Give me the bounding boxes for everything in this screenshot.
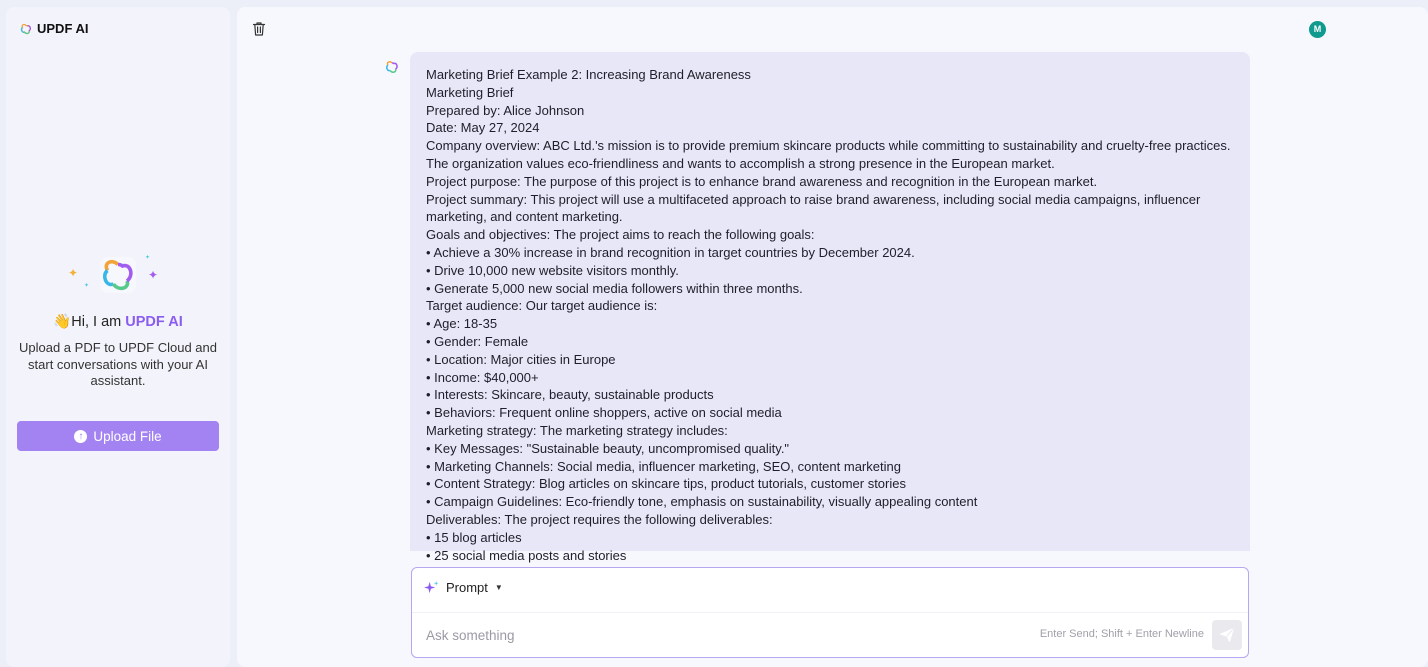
message-line: Date: May 27, 2024 — [426, 120, 540, 136]
message-line: • Behaviors: Frequent online shoppers, active on social media — [426, 405, 782, 421]
message-line: Marketing strategy: The marketing strategy includes: — [426, 422, 728, 438]
avatar[interactable]: M — [1309, 21, 1326, 38]
send-icon — [1219, 627, 1235, 643]
message-line: • Drive 10,000 new website visitors monthly. — [426, 262, 679, 278]
prompt-mode-label: Prompt — [446, 580, 488, 595]
prompt-mode-dropdown[interactable] — [424, 580, 503, 595]
updf-logo-icon — [20, 23, 32, 35]
message-line: Project summary: This project will use a multifaceted approach to raise brand awareness, including social media campaigns, influencer marketing, and content marketing. — [426, 191, 1204, 225]
greeting — [6, 313, 230, 330]
hero-logo — [6, 255, 230, 299]
message-line: • Key Messages: "Sustainable beauty, uncompromised quality." — [426, 440, 790, 456]
upload-icon: ↑ — [74, 430, 87, 443]
message-line: • Income: $40,000+ — [426, 369, 539, 385]
message-line: • Gender: Female — [426, 333, 529, 349]
composer — [411, 567, 1249, 658]
sparkle-icon: ✦ — [148, 268, 159, 282]
message-line: Target audience: Our target audience is: — [426, 298, 658, 314]
message-line: • Location: Major cities in Europe — [426, 351, 616, 367]
upload-file-button[interactable] — [17, 421, 219, 451]
message-line: • Interests: Skincare, beauty, sustainable products — [426, 387, 714, 403]
upload-file-label: Upload File — [93, 428, 162, 444]
message-line: • Age: 18-35 — [426, 316, 498, 332]
message-line: • Content Strategy: Blog articles on skincare tips, product tutorials, customer stories — [426, 476, 906, 492]
message-line: Goals and objectives: The project aims to reach the following goals: — [426, 227, 815, 243]
ask-input[interactable] — [426, 624, 1026, 646]
chat-area — [237, 7, 1428, 667]
welcome-panel — [6, 255, 230, 390]
message-line: Deliverables: The project requires the following deliverables: — [426, 511, 773, 527]
sparkle-icon: ✦ — [68, 266, 79, 280]
caret-down-icon: ▼ — [494, 583, 503, 592]
message-line: Project purpose: The purpose of this project is to enhance brand awareness and recognition in the European market. — [426, 173, 1098, 189]
sparkle-icon: ✦ — [84, 283, 90, 289]
message-line: Marketing Brief Example 2: Increasing Brand Awareness — [426, 67, 751, 82]
trash-icon[interactable] — [251, 21, 267, 37]
ai-assistant-icon — [385, 60, 399, 74]
message-line: Prepared by: Alice Johnson — [426, 102, 585, 118]
send-button[interactable] — [1212, 620, 1242, 650]
message-line: • 25 social media posts and stories — [426, 547, 627, 563]
brand-name: UPDF AI — [37, 21, 89, 36]
message-line: Company overview: ABC Ltd.'s mission is to provide premium skincare products while committing to sustainability and cruelty-free practices. The organization values eco-friendliness and wants to accomplish a strong presence in the European market. — [426, 138, 1234, 171]
keyboard-hint: Enter Send; Shift + Enter Newline — [1039, 628, 1204, 640]
message-line: • Marketing Channels: Social media, influencer marketing, SEO, content marketing — [426, 458, 901, 474]
message-line: • Achieve a 30% increase in brand recognition in target countries by December 2024. — [426, 244, 915, 260]
composer-divider — [412, 612, 1248, 613]
ai-message-bubble — [410, 52, 1250, 563]
message-line: • Campaign Guidelines: Eco-friendly tone, emphasis on sustainability, visually appealing content — [426, 494, 978, 510]
brand — [20, 21, 89, 36]
sidebar — [6, 7, 230, 667]
greeting-brand: UPDF AI — [125, 314, 183, 330]
sparkle-icon: ✦ — [145, 255, 151, 261]
message-line: Marketing Brief — [426, 84, 514, 100]
greeting-description: Upload a PDF to UPDF Cloud and start conversations with your AI assistant. — [19, 340, 217, 388]
greeting-prefix: 👋Hi, I am — [53, 314, 126, 330]
updf-ai-logo-icon — [100, 257, 136, 293]
sparkle-icon — [424, 580, 439, 595]
message-line: • 15 blog articles — [426, 529, 522, 545]
message-line: • Generate 5,000 new social media followers within three months. — [426, 280, 803, 296]
